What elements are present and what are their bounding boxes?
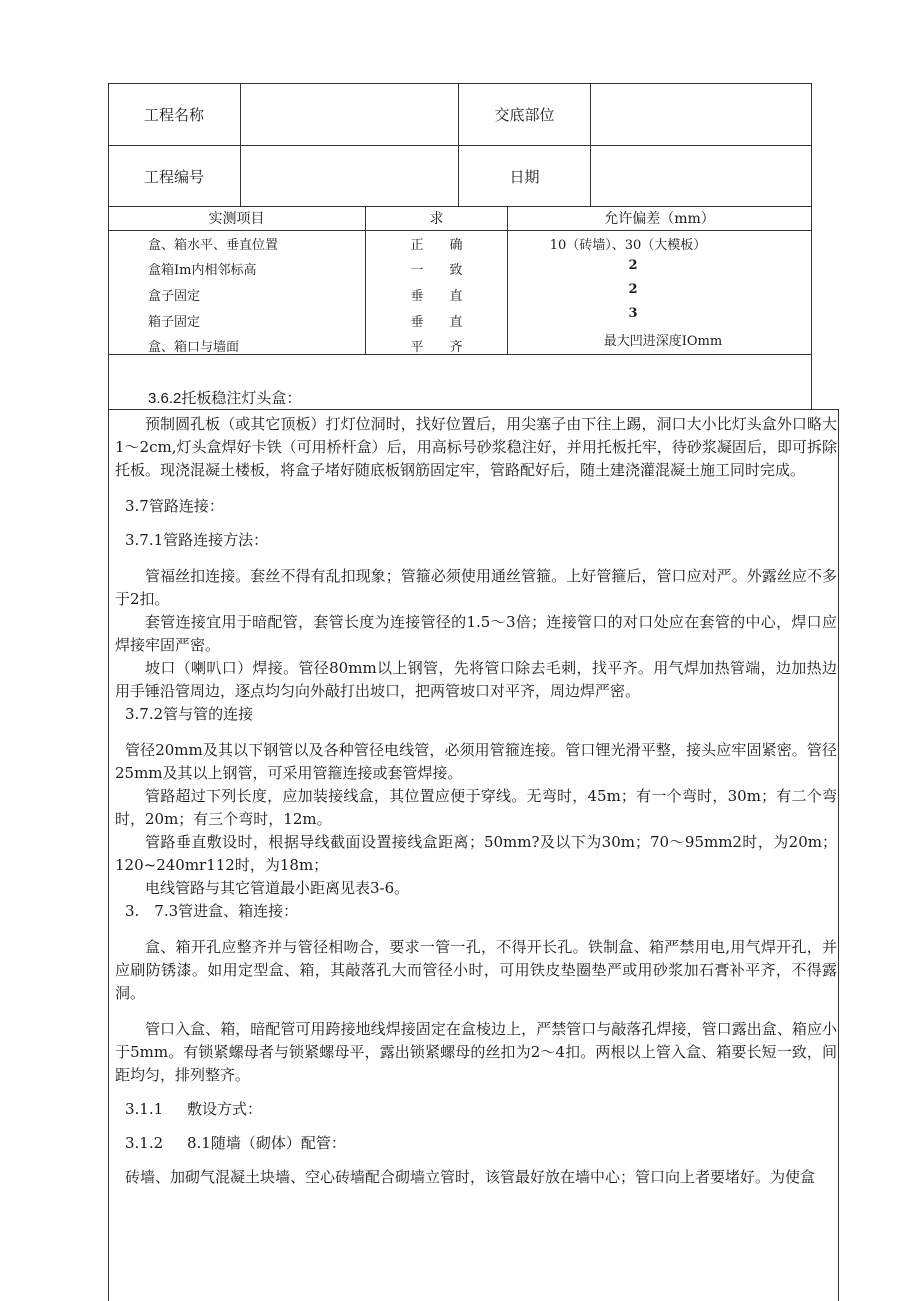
handover-part-value[interactable] <box>591 83 811 145</box>
measure-row-tolerance: 3 <box>628 306 638 321</box>
measure-row-requirement: 平 齐 <box>410 340 463 355</box>
paragraph: 管路超过下列长度，应加装接线盒，其位置应便于穿线。无弯时，45m；有一个弯时，30m；有二个弯时，20m；有三个弯时，12m。 <box>115 787 837 828</box>
section-heading-3-1-2 <box>115 1132 837 1155</box>
date-value[interactable] <box>591 146 811 206</box>
measure-row-requirement: 正 确 <box>410 238 463 253</box>
section-number: 3.1.2 <box>125 1134 164 1152</box>
col-header-requirement: 求 <box>429 211 444 227</box>
project-no-label: 工程编号 <box>143 167 204 186</box>
paragraph: 管福丝扣连接。套丝不得有乱扣现象；管箍必须使用通丝管箍。上好管箍后，管口应对严。外露丝应不多于2扣。 <box>115 567 837 608</box>
paragraph: 砖墙、加砌气混凝土块墙、空心砖墙配合砌墙立管时，该管最好放在墙中心；管口向上者要堵好。为使盒 <box>125 1168 816 1186</box>
handover-part-label: 交底部位 <box>494 105 555 124</box>
measure-row-requirement: 垂 直 <box>410 289 463 304</box>
section-heading-3-7-1: 3.7.1管路连接方法： <box>125 531 269 549</box>
section-heading-3-7-3: 3. 7.3管进盒、箱连接： <box>125 902 299 920</box>
section-heading-3-6-2: 3.6.2托板稳注灯头盒： <box>148 390 302 407</box>
measure-row-tolerance: 2 <box>628 258 638 273</box>
measure-row-tolerance: 10（砖墙）、30（大模板） <box>549 238 707 253</box>
paragraph: 坡口（喇叭口）焊接。管径80mm以上钢管，先将管口除去毛刺，找平齐。用气焊加热管端，边加热边用手锤沿管周边，逐点均匀向外敲打出坡口，把两管坡口对平齐，周边焊严密。 <box>115 659 837 700</box>
measure-row-item: 盒箱Im内相邻标高 <box>148 263 257 278</box>
measure-row-item: 盒、箱口与墙面 <box>148 340 240 355</box>
body-text <box>115 413 837 1189</box>
section-title: 8.1随墙（砌体）配管： <box>187 1134 346 1152</box>
paragraph: 管口入盒、箱，暗配管可用跨接地线焊接固定在盒棱边上，严禁管口与敲落孔焊接，管口露出盒、箱应小于5mm。有锁紧螺母者与锁紧螺母平，露出锁紧螺母的丝扣为2～4扣。两根以上管入盒、箱要长短一致，间距均匀，排列整齐。 <box>115 1020 837 1084</box>
paragraph: 预制圆孔板（或其它顶板）打灯位洞时，找好位置后，用尖塞子由下往上踢，洞口大小比灯头盒外口略大1～2cm,灯头盒焊好卡铁（可用桥杆盒）后，用高标号砂浆稳注好，并用托板托牢，待砂浆凝固后，即可拆除托板。现浇混凝土楼板，将盒子堵好随底板钢筋固定牢，管路配好后，随土建浇灌混凝土施工同时完成。 <box>115 415 837 479</box>
measure-row-item: 盒、箱水平、垂直位置 <box>148 238 279 253</box>
measure-row-requirement: 一 致 <box>410 263 463 278</box>
section-heading-3-1-1 <box>115 1098 837 1121</box>
col-header-tolerance: 允许偏差（mm） <box>604 211 715 227</box>
col-header-item: 实测项目 <box>208 211 265 227</box>
project-no-value[interactable] <box>241 146 458 206</box>
measure-row-requirement: 垂 直 <box>410 315 463 330</box>
section-number: 3.1.1 <box>125 1100 164 1118</box>
date-label: 日期 <box>509 167 540 186</box>
measure-row-tolerance: 2 <box>628 282 638 297</box>
section-heading-3-7: 3.7管路连接： <box>125 497 224 515</box>
paragraph: 盒、箱开孔应整齐并与管径相吻合，要求一管一孔，不得开长孔。铁制盒、箱严禁用电,用气焊开孔，并应刷防锈漆。如用定型盒、箱，其敲落孔大而管径小时，可用铁皮垫圈垫严或用砂浆加石膏补平齐，不得露洞。 <box>115 938 837 1002</box>
section-heading-3-7-2: 3.7.2管与管的连接 <box>125 705 254 723</box>
paragraph: 管路垂直敷设时，根据导线截面设置接线盒距离；50mm?及以下为30m；70～95mm2时，为20m；120~240mr112时，为18m； <box>115 833 837 874</box>
measure-row-tolerance: 最大凹进深度IOmm <box>603 334 723 349</box>
section-title: 敷设方式： <box>187 1100 263 1118</box>
paragraph: 套管连接宜用于暗配管，套管长度为连接管径的1.5～3倍；连接管口的对口处应在套管的中心，焊口应焊接牢固严密。 <box>115 613 837 654</box>
paragraph: 电线管路与其它管道最小距离见表3-6。 <box>145 879 410 897</box>
paragraph: 管径20mm及其以下钢管以及各种管径电线管，必须用管箍连接。管口锂光滑平整，接头应牢固紧密。管径25mm及其以上钢管，可采用管箍连接或套管焊接。 <box>115 741 837 782</box>
project-name-value[interactable] <box>241 83 458 145</box>
measure-row-item: 盒子固定 <box>148 289 201 304</box>
measure-row-item: 箱子固定 <box>148 315 201 330</box>
project-name-label: 工程名称 <box>143 105 204 124</box>
